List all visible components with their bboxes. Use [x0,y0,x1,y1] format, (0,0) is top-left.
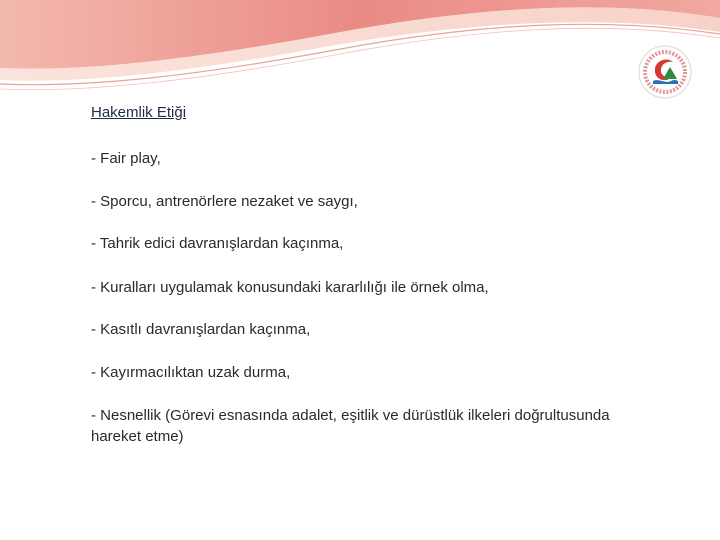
list-item: - Nesnellik (Görevi esnasında adalet, eşitlik ve dürüstlük ilkeleri doğrultusunda hareket etme) [91,407,610,445]
list-item: - Sporcu, antrenörlere nezaket ve saygı, [91,193,358,210]
list-item: - Kasıtlı davranışlardan kaçınma, [91,321,311,338]
list-item: - Kayırmacılıktan uzak durma, [91,364,291,381]
list-item: - Fair play, [91,150,161,167]
slide-title: Hakemlik Etiği [91,104,187,121]
slide-content [91,103,651,445]
federation-emblem-icon [637,44,693,100]
list-item: - Kuralları uygulamak konusundaki kararlılığı ile örnek olma, [91,279,489,296]
list-item: - Tahrik edici davranışlardan kaçınma, [91,235,344,252]
